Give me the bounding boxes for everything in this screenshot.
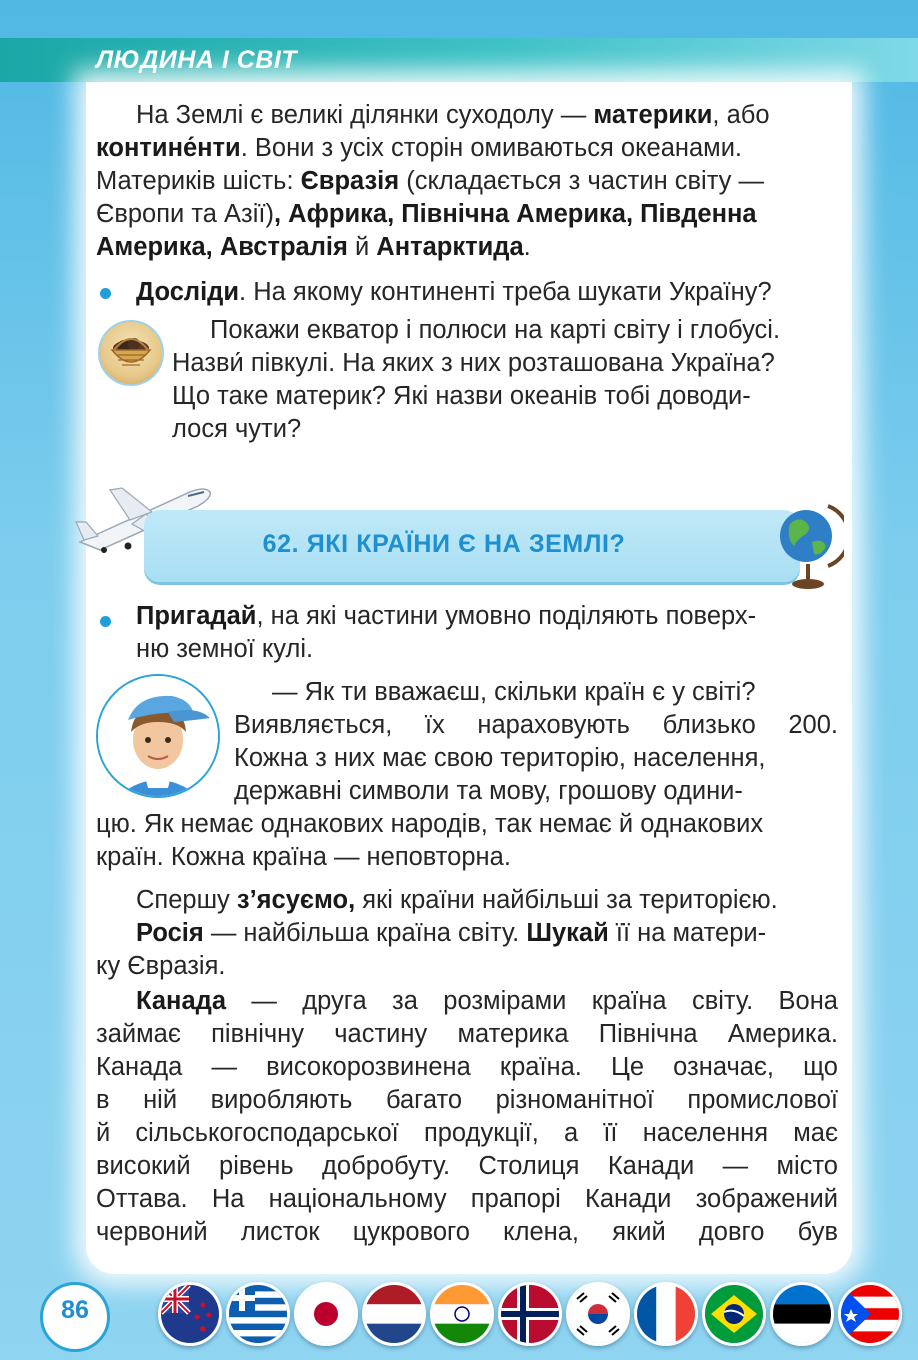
basket-line-1: Покажи екватор і полюси на карті світу і глобусі. [210,316,781,344]
bullet-icon [100,616,111,627]
netherlands-flag-icon [362,1282,426,1346]
canada-line-3: Канада — високорозвинена країна. Це означає, що [96,1053,838,1081]
basket-line-2: Назви́ півкулі. На яких з них розташована Україна? [172,349,775,377]
globe-icon [772,498,844,594]
france-flag-icon [634,1282,698,1346]
intro-line-4: Європи та Азії), Африка, Північна Америка, Південна [96,200,757,228]
explore-label: Досліди [136,278,240,306]
explore-line: Досліди. На якому континенті треба шукати Україну? [136,278,772,306]
page-number: 86 [61,1296,89,1324]
boy-line-2: Виявляється, їх нараховують близько 200. [234,711,838,739]
intro-line-2: контине́нти. Вони з усіх сторін омиваються океанами. [96,134,743,162]
basket-line-3: Що таке материк? Які назви океанів тобі доводи- [172,382,751,410]
puerto-rico-flag-icon [838,1282,902,1346]
recall-line-1: Пригадай, на які частини умовно поділяють поверх- [136,602,757,630]
estonia-flag-icon [770,1282,834,1346]
canada-line-5: й сільськогосподарської продукції, а її населення має [96,1119,838,1147]
first-line: Спершу з’ясуємо, які країни найбільші за територією. [136,886,778,914]
greece-flag-icon [226,1282,290,1346]
intro-line-3: Материків шість: Євразія (складається з частин світу — [96,167,765,195]
russia-line-2: ку Євразія. [96,952,226,980]
canada-line-8: червоний листок цукрового клена, який довго був [96,1218,838,1246]
canada-line-1: Канада — друга за розмірами країна світу. Вона [136,987,838,1015]
boy-line-6: країн. Кожна країна — неповторна. [96,843,511,871]
lesson-title: 62. ЯКІ КРАЇНИ Є НА ЗЕМЛІ? [262,530,626,558]
boy-line-5: цю. Як немає однакових народів, так немає й однакових [96,810,764,838]
canada-line-6: високий рівень добробуту. Столиця Канади — місто [96,1152,838,1180]
intro-line-5: Америка, Австралія й Антарктида. [96,233,531,261]
intro-line-1: На Землі є великі ділянки суходолу — материки, або [136,101,770,129]
india-flag-icon [430,1282,494,1346]
japan-flag-icon [294,1282,358,1346]
flag-strip [158,1282,898,1346]
boy-avatar [96,674,220,798]
boy-line-1: — Як ти вважаєш, скільки країн є у світі? [272,678,756,706]
boy-line-3: Кожна з них має свою територію, населення, [234,744,766,772]
canada-line-4: в ній виробляють багато різноманітної промислової [96,1086,838,1114]
basket-line-4: лося чути? [172,415,302,443]
recall-label: Пригадай [136,602,257,630]
new-zealand-flag-icon [158,1282,222,1346]
south-korea-flag-icon [566,1282,630,1346]
canada-line-2: займає північну частину материка Північна Америка. [96,1020,838,1048]
russia-line-1: Росія — найбільша країна світу. Шукай її на матери- [136,919,767,947]
norway-flag-icon [498,1282,562,1346]
basket-icon [98,320,164,386]
bullet-icon [100,288,111,299]
canada-line-7: Оттава. На національному прапорі Канади зображений [96,1185,838,1213]
boy-line-4: державні символи та мову, грошову одини- [234,777,743,805]
section-title: ЛЮДИНА І СВІТ [96,46,298,74]
recall-line-2: ню земної кулі. [136,635,314,663]
brazil-flag-icon [702,1282,766,1346]
